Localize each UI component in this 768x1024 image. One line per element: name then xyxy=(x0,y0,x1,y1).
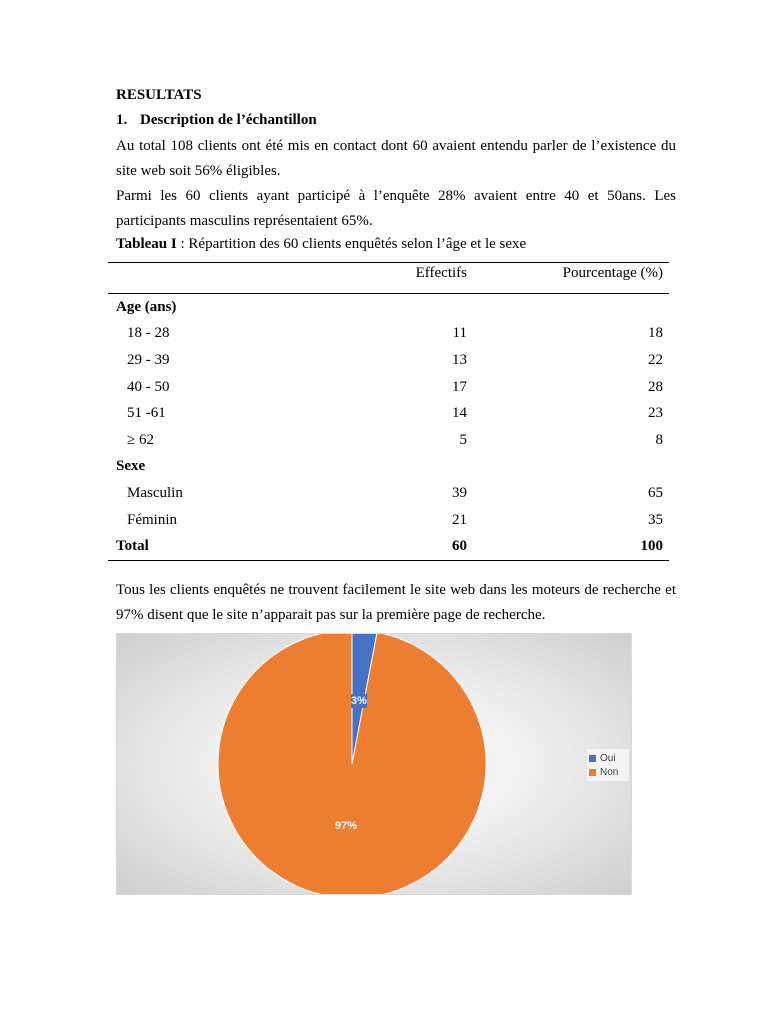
row-effectif: 5 xyxy=(459,431,467,448)
row-effectif: 39 xyxy=(452,484,467,501)
results-heading: RESULTATS xyxy=(116,87,202,103)
group-label-sexe: Sexe xyxy=(116,458,146,475)
header-effectifs: Effectifs xyxy=(415,265,467,281)
header-pourcentage: Pourcentage (%) xyxy=(562,265,663,281)
row-pourcentage: 8 xyxy=(655,431,663,448)
pie-label-oui xyxy=(351,694,367,708)
legend-swatch-non xyxy=(589,769,596,776)
table-caption-label: Tableau I xyxy=(116,236,177,252)
row-pourcentage: 18 xyxy=(648,325,663,342)
section-number: 1. xyxy=(116,112,128,128)
row-label: 29 - 39 xyxy=(127,351,170,368)
legend-label-non: Non xyxy=(600,766,619,778)
section-heading xyxy=(116,112,317,129)
pie-chart xyxy=(116,633,632,895)
table-group-row xyxy=(108,294,669,321)
pie-chart-svg xyxy=(117,634,631,894)
row-label: 18 - 28 xyxy=(127,325,170,342)
table-row xyxy=(108,480,669,507)
legend-label-oui: Oui xyxy=(600,752,616,764)
svg-text:3%: 3% xyxy=(351,694,367,707)
table-caption-text: : Répartition des 60 clients enquêtés selon l’âge et le sexe xyxy=(176,236,527,252)
total-effectif: 60 xyxy=(452,538,467,555)
row-pourcentage: 35 xyxy=(648,511,663,528)
pie-label-non xyxy=(335,819,358,833)
row-label: Féminin xyxy=(127,511,178,528)
pie-slice-non xyxy=(218,634,486,894)
paragraph-2: Parmi les 60 clients ayant participé à l’enquête 28% avaient entre 40 et 50ans. Les participants masculins représentaient 65%. xyxy=(116,188,676,229)
legend-item-non xyxy=(589,765,627,779)
row-pourcentage: 65 xyxy=(648,484,663,501)
table-row xyxy=(108,374,669,401)
row-effectif: 17 xyxy=(452,378,467,395)
total-label: Total xyxy=(116,538,149,555)
group-label-age: Age (ans) xyxy=(116,298,177,315)
table-row xyxy=(108,321,669,348)
table-row xyxy=(108,427,669,454)
paragraph-1: Au total 108 clients ont été mis en contact dont 60 avaient entendu parler de l’existence du site web soit 56% éligibles. xyxy=(116,138,676,179)
chart-legend xyxy=(587,749,629,781)
row-pourcentage: 22 xyxy=(648,351,663,368)
row-effectif: 11 xyxy=(452,325,467,342)
row-effectif: 21 xyxy=(452,511,467,528)
legend-swatch-oui xyxy=(589,755,596,762)
table-header-row xyxy=(108,263,669,294)
section-title: Description de l’échantillon xyxy=(140,112,317,128)
legend-item-oui xyxy=(589,751,627,765)
table-row xyxy=(108,507,669,534)
row-label: 51 -61 xyxy=(127,405,166,422)
row-label: 40 - 50 xyxy=(127,378,170,395)
svg-text:97%: 97% xyxy=(334,819,358,832)
table-total-row xyxy=(108,533,669,560)
row-label: ≥ 62 xyxy=(127,431,154,448)
table-caption xyxy=(116,236,526,253)
row-pourcentage: 28 xyxy=(648,378,663,395)
row-pourcentage: 23 xyxy=(648,405,663,422)
table-row xyxy=(108,347,669,374)
distribution-table xyxy=(108,262,669,561)
row-effectif: 14 xyxy=(452,405,467,422)
row-effectif: 13 xyxy=(452,351,467,368)
paragraph-3: Tous les clients enquêtés ne trouvent facilement le site web dans les moteurs de recherche et 97% disent que le site n’apparait pas sur la première page de recherche. xyxy=(116,582,676,623)
table-group-row xyxy=(108,454,669,481)
table-row xyxy=(108,400,669,427)
total-pourcentage: 100 xyxy=(640,538,663,555)
row-label: Masculin xyxy=(127,484,183,501)
header-empty xyxy=(108,263,397,294)
